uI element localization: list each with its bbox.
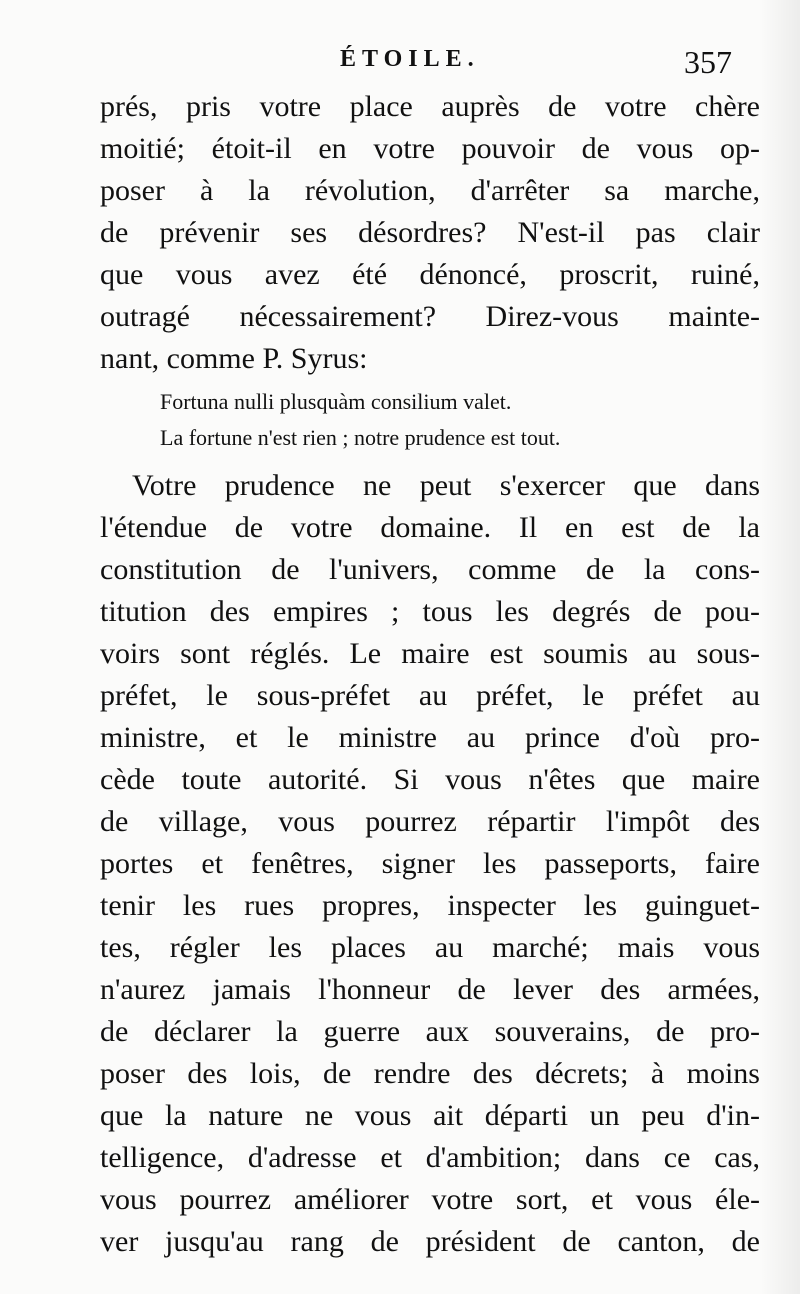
text-line: l'étendue de votre domaine. Il en est de la [100,511,760,544]
paragraph-2 [100,465,760,1263]
text-line: telligence, d'adresse et d'ambition; dans ce cas, [100,1141,760,1174]
text-line: que vous avez été dénoncé, proscrit, ruiné, [100,258,760,291]
text-line: de village, vous pourrez répartir l'impôt des [100,805,760,838]
text-line: portes et fenêtres, signer les passeports, faire [100,847,760,880]
page-header [0,44,800,84]
page-edge-shadow [760,0,800,1294]
quotation-block [160,384,720,456]
text-line: poser des lois, de rendre des décrets; à moins [100,1057,760,1090]
quote-translation: La fortune n'est rien ; notre prudence est tout. [160,425,561,450]
text-line: nant, comme P. Syrus: [100,342,368,375]
text-line: tenir les rues propres, inspecter les guinguet- [100,889,760,922]
text-line: vous pourrez améliorer votre sort, et vous éle- [100,1183,760,1216]
text-line: de prévenir ses désordres? N'est-il pas clair [100,216,760,249]
text-line: voirs sont réglés. Le maire est soumis au sous- [100,637,760,670]
text-line: poser à la révolution, d'arrêter sa marche, [100,174,760,207]
text-line: de déclarer la guerre aux souverains, de pro- [100,1015,760,1048]
text-line: préfet, le sous-préfet au préfet, le préfet au [100,679,760,712]
text-line: Votre prudence ne peut s'exercer que dans [132,469,760,502]
text-line: cède toute autorité. Si vous n'êtes que maire [100,763,760,796]
text-line: moitié; étoit-il en votre pouvoir de vous op- [100,132,760,165]
text-line: outragé nécessairement? Direz-vous mainte- [100,300,760,333]
text-line: que la nature ne vous ait départi un peu d'in- [100,1099,760,1132]
text-line: ministre, et le ministre au prince d'où pro- [100,721,760,754]
paragraph-1 [100,86,760,380]
quote-latin: Fortuna nulli plusquàm consilium valet. [160,389,512,414]
text-line: constitution de l'univers, comme de la cons- [100,553,760,586]
text-line: tes, régler les places au marché; mais vous [100,931,760,964]
text-line: titution des empires ; tous les degrés de pou- [100,595,760,628]
text-line: n'aurez jamais l'honneur de lever des armées, [100,973,760,1006]
page-number: 357 [684,44,732,80]
text-line: prés, pris votre place auprès de votre chère [100,90,760,123]
text-line: ver jusqu'au rang de président de canton, de [100,1225,760,1258]
running-title: ÉTOILE. [340,46,480,72]
